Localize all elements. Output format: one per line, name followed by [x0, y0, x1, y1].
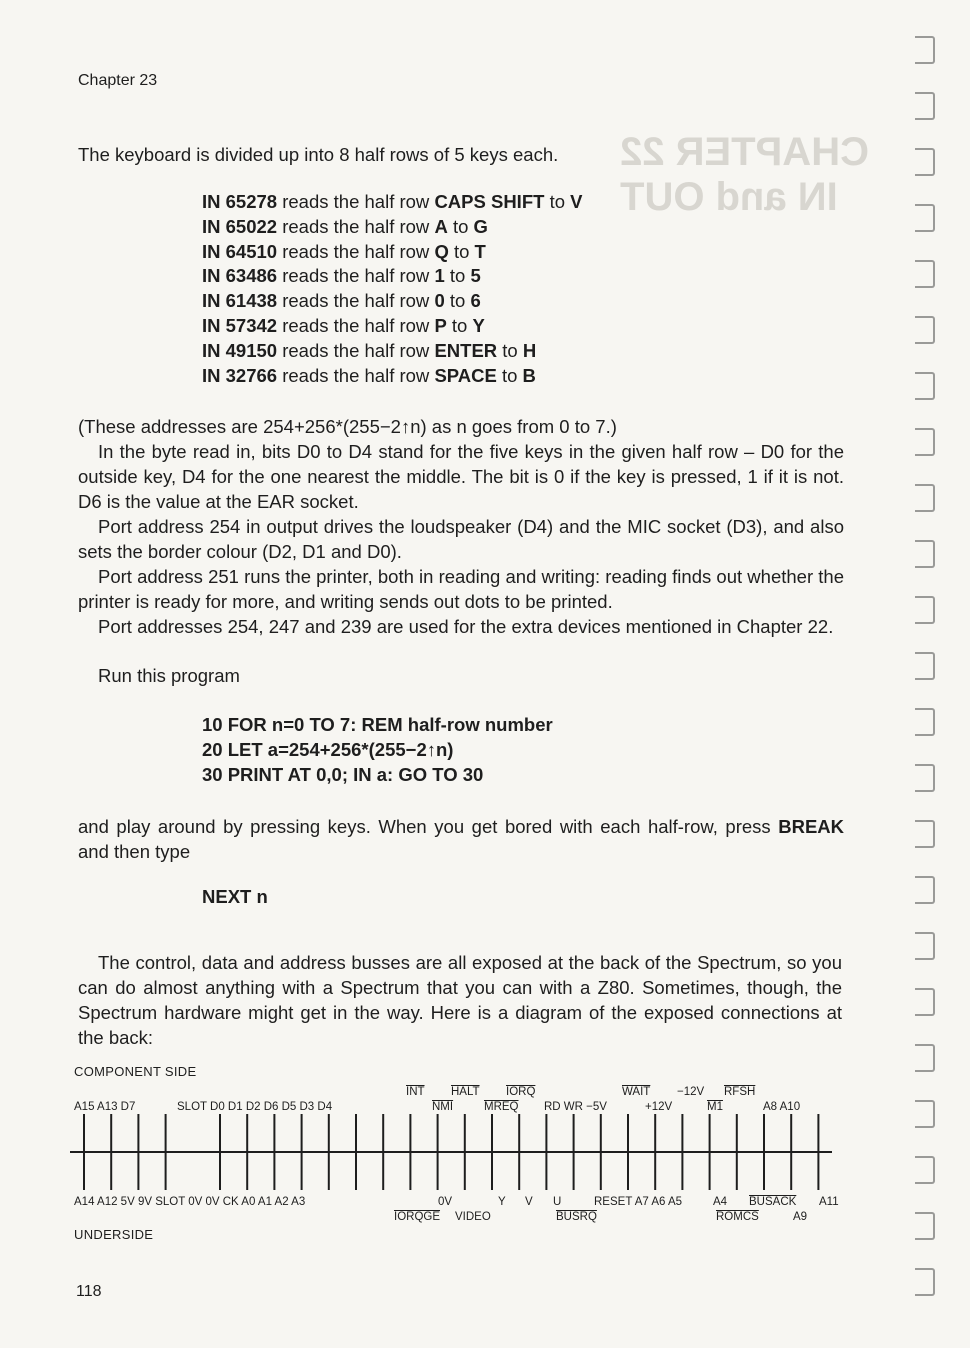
- play-around-paragraph: and play around by pressing keys. When you get bored with each half-row, press BREAK and then type: [78, 816, 845, 862]
- program-line: 30 PRINT AT 0,0; IN a: GO TO 30: [202, 764, 484, 785]
- pin-label: A15 A13 D7: [74, 1101, 136, 1113]
- pin-label: $\overline{INT}$: [406, 1086, 425, 1098]
- top-pins: [84, 1114, 818, 1152]
- program-line: 10 FOR n=0 TO 7: REM half-row number: [202, 714, 553, 735]
- edge-connector-diagram: [70, 1110, 840, 1200]
- pin-label: A9: [793, 1211, 808, 1223]
- pin-label: BUSRQ: [556, 1211, 597, 1223]
- half-row-command-list: [202, 190, 582, 388]
- addresses-paragraph: (These addresses are 254+256*(255−2↑n) as n goes from 0 to 7.): [78, 416, 617, 437]
- component-side-label: COMPONENT SIDE: [74, 1064, 197, 1079]
- port-251-paragraph: Port address 251 runs the printer, both in reading and writing: reading finds out whether the printer is ready for more, and writing sends out dots to be printed.: [78, 566, 844, 612]
- command-line: IN 32766 reads the half row SPACE to B: [202, 364, 536, 386]
- byte-bits-paragraph: In the byte read in, bits D0 to D4 stand for the five keys in the given half row – D0 for the outside key, D4 for the one nearest the middle. The bit is 0 if the key is pressed, 1 if it is not. D6 is the value at the EAR socket.: [78, 441, 844, 512]
- command-line: IN 63486 reads the half row 1 to 5: [202, 265, 481, 287]
- pin-label: IORQ: [506, 1086, 536, 1098]
- page-number: 118: [76, 1283, 102, 1300]
- show-through-subtitle: IN and OUT: [620, 175, 838, 219]
- pin-label: WAIT: [622, 1086, 651, 1098]
- pin-label: V: [525, 1196, 533, 1208]
- pin-label: RESET A7 A6 A5: [594, 1196, 683, 1208]
- pin-label: Y: [498, 1196, 506, 1208]
- command-line: IN 64510 reads the half row Q to T: [202, 240, 486, 262]
- pin-label: ROMCS: [716, 1211, 759, 1223]
- pin-label: SLOT D0 D1 D2 D6 D5 D3 D4: [177, 1101, 333, 1113]
- pin-label: RFSH: [724, 1086, 756, 1098]
- next-command: NEXT n: [202, 886, 268, 907]
- pin-label: HALT: [451, 1086, 480, 1098]
- program-line: 20 LET a=254+256*(255−2↑n): [202, 739, 454, 760]
- bottom-pins: [84, 1152, 818, 1190]
- pin-label: BUSACK: [749, 1196, 797, 1208]
- pin-label: 0V: [438, 1196, 453, 1208]
- command-line: IN 65022 reads the half row A to G: [202, 215, 488, 237]
- command-line: IN 57342 reads the half row P to Y: [202, 314, 485, 336]
- pin-label: VIDEO: [455, 1211, 491, 1223]
- pin-label: RD WR −5V: [544, 1101, 607, 1113]
- pin-label: A4: [713, 1196, 728, 1208]
- command-line: IN 49150 reads the half row ENTER to H: [202, 339, 537, 361]
- pin-label: A11: [819, 1196, 839, 1208]
- intro-paragraph: The keyboard is divided up into 8 half rows of 5 keys each.: [78, 144, 559, 165]
- pin-label: M1: [707, 1101, 723, 1113]
- pin-label: A14 A12 5V 9V SLOT 0V 0V CK A0 A1 A2 A3: [74, 1196, 306, 1208]
- pin-label: U: [553, 1196, 562, 1208]
- run-program-paragraph: Run this program: [98, 665, 240, 686]
- pin-label: +12V: [645, 1101, 673, 1113]
- pin-label: A8 A10: [763, 1101, 801, 1113]
- show-through-title: CHAPTER 22: [620, 130, 869, 174]
- underside-label: UNDERSIDE: [74, 1227, 154, 1242]
- port-254-paragraph: Port address 254 in output drives the loudspeaker (D4) and the MIC socket (D3), and also sets the border colour (D2, D1 and D0).: [78, 516, 844, 562]
- pin-label: IORQGE: [394, 1211, 441, 1223]
- chapter-header: Chapter 23: [78, 72, 158, 89]
- command-line: IN 61438 reads the half row 0 to 6: [202, 290, 481, 312]
- busses-paragraph: The control, data and address busses are all exposed at the back of the Spectrum, so you can do almost anything with a Spectrum that you can with a Z80. Sometimes, though, the Spectrum hardware might get in the way. Here is a diagram of the exposed connections at the back:: [78, 952, 842, 1048]
- command-line: IN 65278 reads the half row CAPS SHIFT to V: [202, 191, 583, 212]
- pin-label: $\overline{NMI}$: [432, 1101, 454, 1113]
- basic-program: [202, 712, 553, 787]
- pin-label: −12V: [677, 1086, 705, 1098]
- port-addresses-paragraph: Port addresses 254, 247 and 239 are used for the extra devices mentioned in Chapter 22.: [98, 616, 834, 637]
- pin-label: MREQ: [484, 1101, 519, 1113]
